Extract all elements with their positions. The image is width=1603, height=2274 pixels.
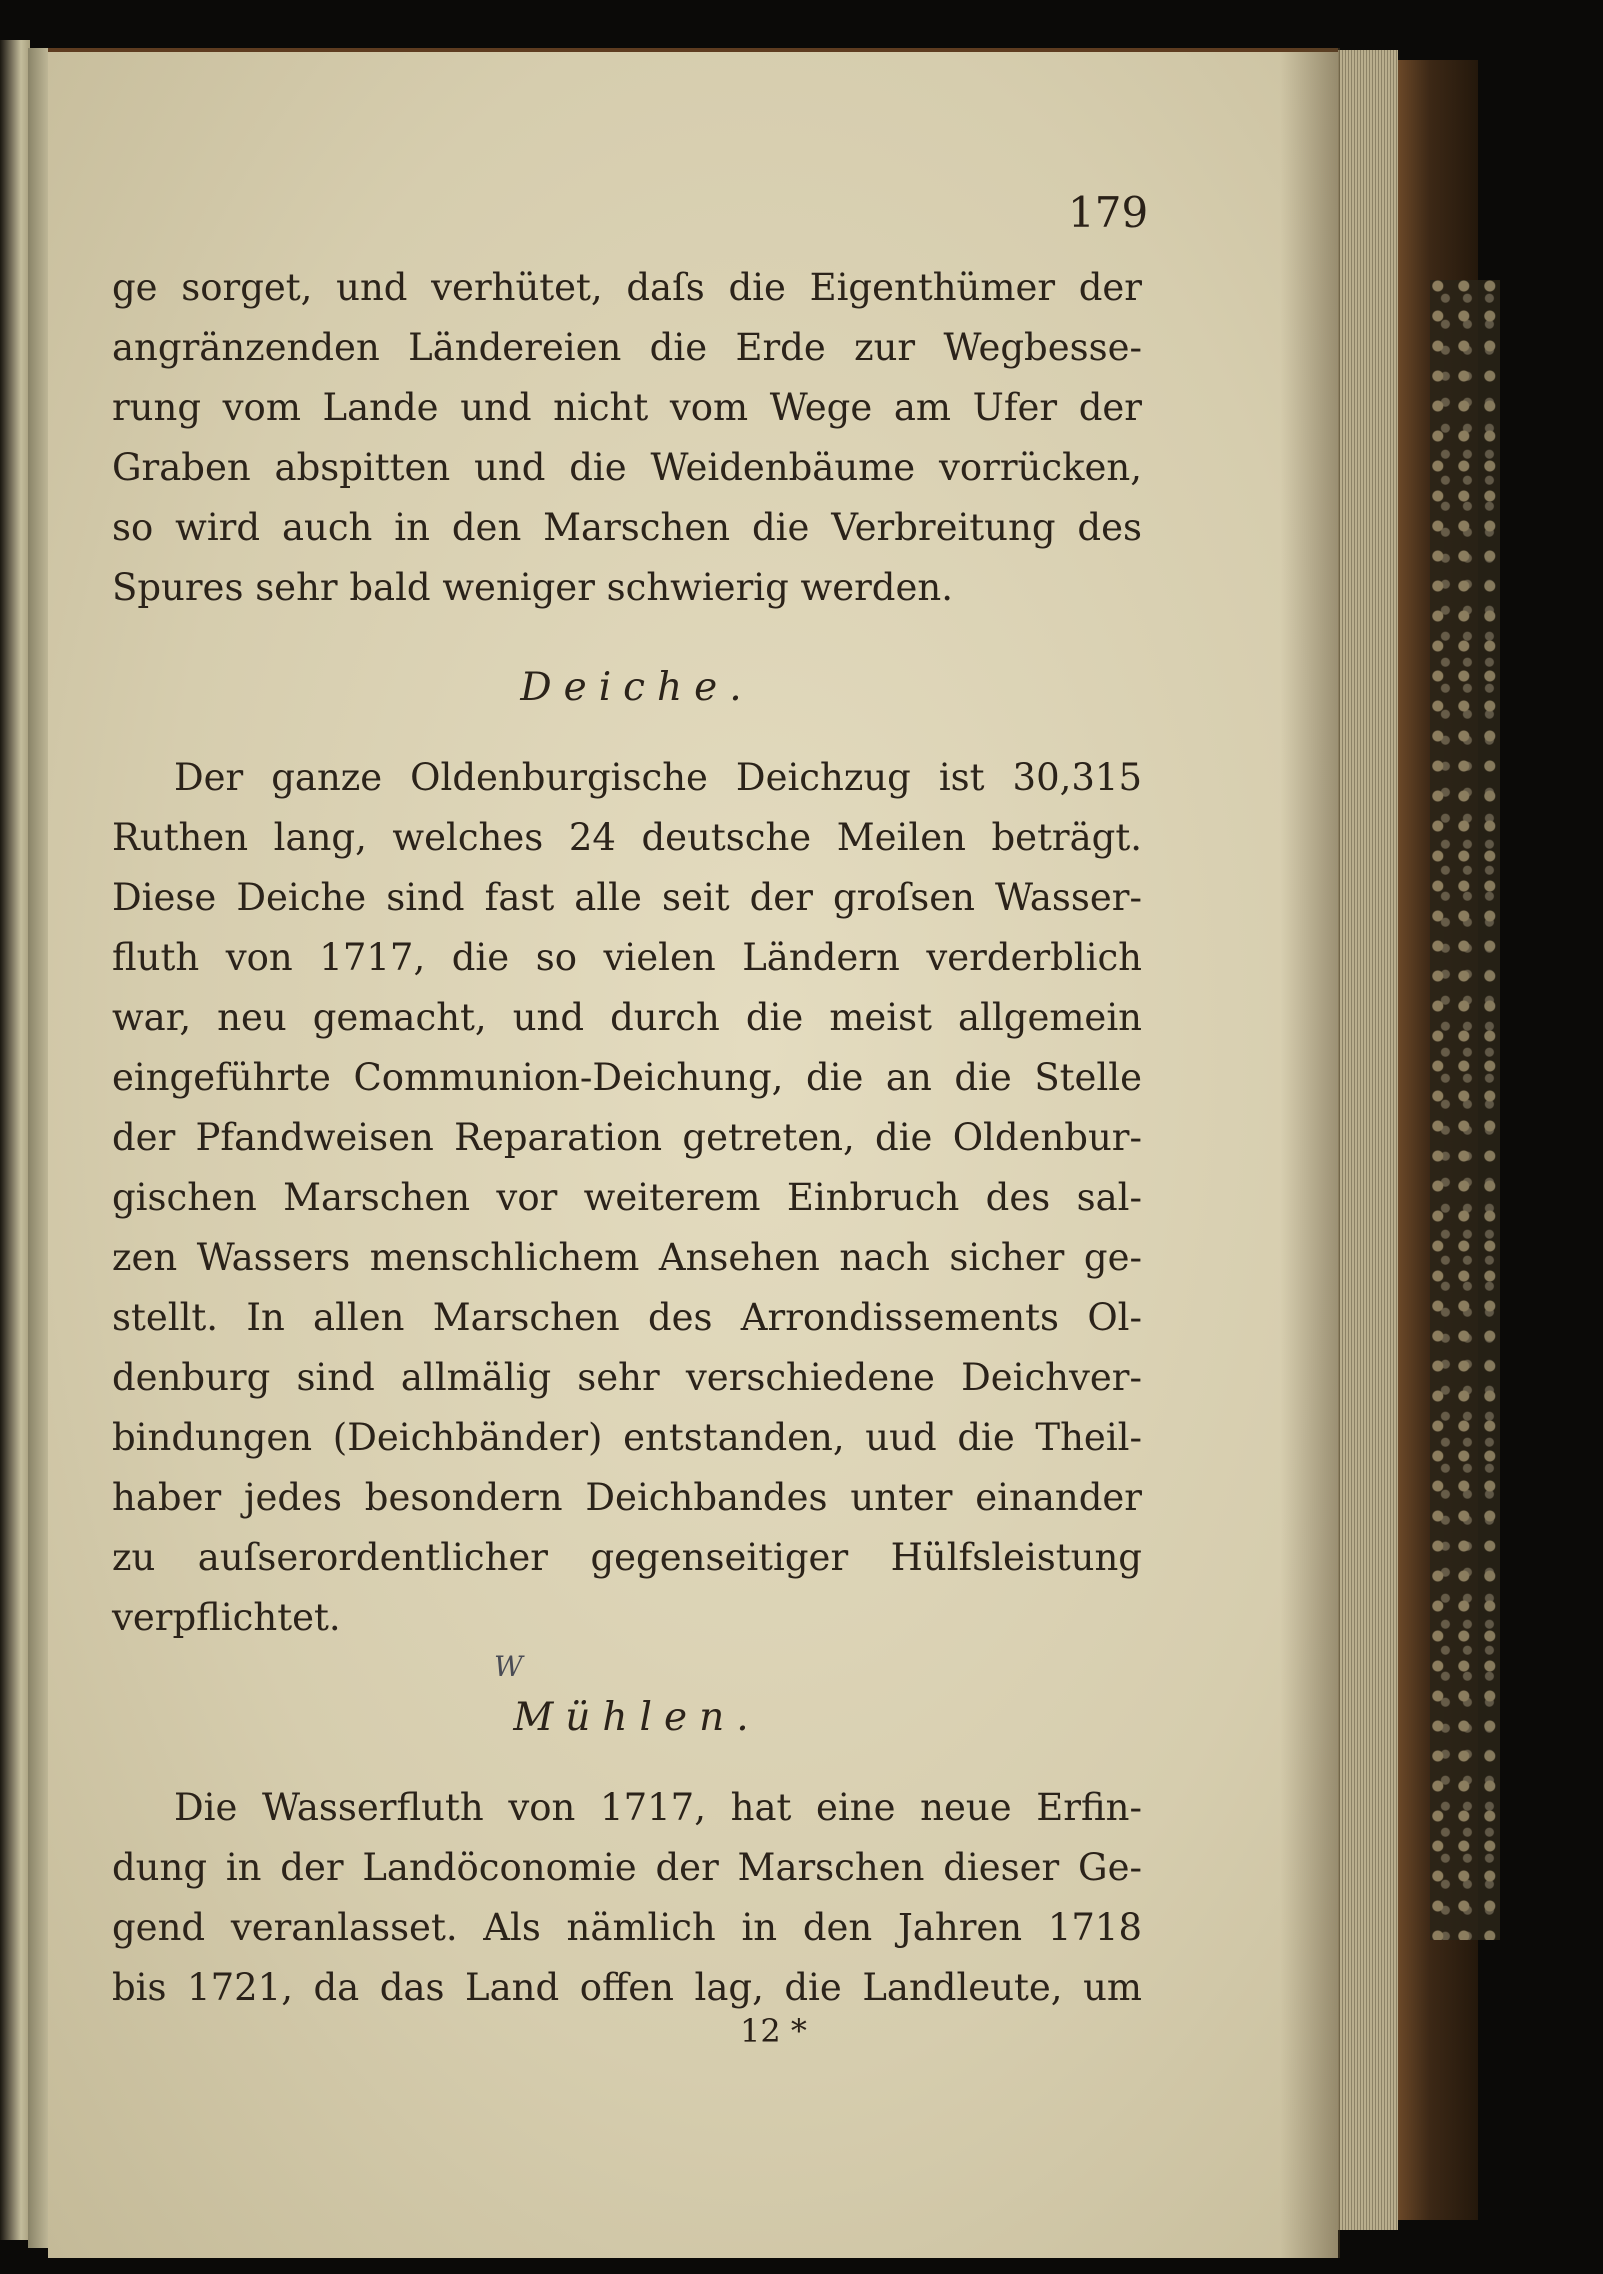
text-line: gischen Marschen vor weiterem Einbruch des sal- [112, 1176, 1142, 1219]
text-line: der Pfandweisen Reparation getreten, die Oldenbur- [112, 1116, 1142, 1159]
page-text [112, 258, 1142, 2018]
page-number: 179 [1068, 188, 1149, 237]
text-line: so wird auch in den Marschen die Verbreitung des [112, 506, 1142, 549]
text-line: Der ganze Oldenburgische Deichzug ist 30,315 [174, 756, 1142, 799]
text-line: haber jedes besondern Deichbandes unter einander [112, 1476, 1142, 1519]
text-line: zu auſserordentlicher gegenseitiger Hülfsleistung [112, 1536, 1142, 1579]
page-curve-shadow [1280, 48, 1340, 2258]
section-heading-deiche: Deiche. [520, 665, 754, 710]
text-line: Graben abspitten und die Weidenbäume vorrücken, [112, 446, 1142, 489]
marbled-endpaper [1430, 280, 1500, 1940]
signature-mark: 12 * [740, 2012, 807, 2050]
text-line: Die Wasserfluth von 1717, hat eine neue Erfin- [174, 1786, 1142, 1829]
text-line: fluth von 1717, die so vielen Ländern verderblich [112, 936, 1142, 979]
text-line: bis 1721, da das Land offen lag, die Landleute, um [112, 1966, 1142, 2009]
text-line: verpflichtet. [112, 1596, 341, 1639]
text-line: ge sorget, und verhütet, daſs die Eigenthümer der [112, 266, 1142, 309]
text-line: Ruthen lang, welches 24 deutsche Meilen beträgt. [112, 816, 1142, 859]
text-line: stellt. In allen Marschen des Arrondissements Ol- [112, 1296, 1142, 1339]
text-line: gend veranlasset. Als nämlich in den Jahren 1718 [112, 1906, 1142, 1949]
text-line: angränzenden Ländereien die Erde zur Wegbesse- [112, 326, 1142, 369]
text-line: zen Wassers menschlichem Ansehen nach sicher ge- [112, 1236, 1142, 1279]
text-line: dung in der Landöconomie der Marschen dieser Ge- [112, 1846, 1142, 1889]
paragraph-muehlen [112, 1778, 1142, 2018]
text-line: war, neu gemacht, und durch die meist allgemein [112, 996, 1142, 1039]
left-page-edge [0, 40, 30, 2240]
section-heading-muehlen: Mühlen. [513, 1695, 761, 1740]
text-line: eingeführte Communion-Deichung, die an die Stelle [112, 1056, 1142, 1099]
text-line: denburg sind allmälig sehr verschiedene Deichver- [112, 1356, 1142, 1399]
paragraph-deiche [112, 748, 1142, 1648]
pencil-annotation: W [494, 1650, 523, 1683]
text-line: Spures sehr bald weniger schwierig werden. [112, 566, 953, 609]
text-line: Diese Deiche sind fast alle seit der groſsen Wasser- [112, 876, 1142, 919]
text-line: bindungen (Deichbänder) entstanden, uud die Theil- [112, 1416, 1142, 1459]
text-line: rung vom Lande und nicht vom Wege am Ufer der [112, 386, 1142, 429]
paragraph-spur [112, 258, 1142, 618]
